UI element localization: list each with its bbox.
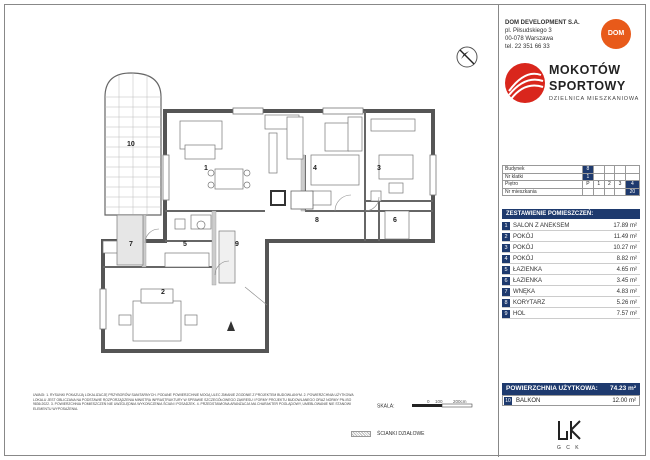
apartment-info-table [502, 165, 640, 196]
total-area-value: 74.23 m² [609, 385, 636, 392]
balcony-area: 12.00 m² [612, 398, 636, 404]
room-row [502, 265, 640, 275]
info-label-floor: Piętro [503, 181, 583, 189]
room-label-8: 8 [315, 217, 319, 224]
room-row [502, 232, 640, 242]
scale-tick-100: 100 [435, 399, 443, 404]
room-area: 11.49 m² [613, 234, 637, 240]
room-label-2: 2 [161, 289, 165, 296]
info-label-staircase: Nr klatki [503, 173, 583, 181]
room-label-9: 9 [235, 241, 239, 248]
floor-option-1: 1 [593, 181, 604, 189]
room-label-5: 5 [183, 241, 187, 248]
room-name: ŁAZIENKA [513, 278, 543, 284]
room-row [502, 254, 640, 264]
room-name: POKÓJ [513, 245, 534, 251]
room-row [502, 309, 640, 319]
room-name: ŁAZIENKA [513, 267, 543, 273]
scale-tick-200: 200cm [453, 399, 467, 404]
floor-plan [5, 5, 498, 457]
brand-logo [501, 59, 646, 111]
room-row [502, 221, 640, 231]
room-row [502, 287, 640, 297]
room-num: 4 [502, 255, 510, 263]
entrance-arrow-icon [227, 321, 235, 331]
room-name: WNĘKA [513, 289, 536, 295]
total-area-bar [502, 383, 640, 395]
room-row [502, 276, 640, 286]
room-label-10: 10 [127, 141, 135, 148]
plan-sheet [4, 4, 646, 456]
room-area: 8.82 m² [616, 256, 637, 262]
info-value-apartment: 20 [625, 188, 639, 196]
rooms-header: ZESTAWIENIE POMIESZCZEŃ: [502, 209, 640, 219]
info-value-building: 8 [582, 166, 593, 174]
room-row [502, 298, 640, 308]
floor-option-p: P [582, 181, 593, 189]
room-name: POKÓJ [513, 256, 534, 262]
room-num: 9 [502, 310, 510, 318]
room-num: 1 [502, 222, 510, 230]
room-label-3: 3 [377, 165, 381, 172]
room-area: 17.89 m² [613, 223, 637, 229]
brand-line1: MOKOTÓW [549, 63, 621, 77]
room-area: 10.27 m² [613, 245, 637, 251]
room-label-4: 4 [313, 165, 317, 172]
room-area: 3.45 m² [616, 278, 637, 284]
developer-city: 00-078 Warszawa [505, 36, 554, 42]
notes-text: UWAGI: 1. RYSUNKI POKAZUJĄ LOKALIZACJĘ PRZYBORÓW SANITARNYCH. PODANE POWIERZCHNIE MOGĄ ULEC ZMIANIE ZGODNIE Z PROJEKTEM BUDOWLANYM. 2. POWIERZCHNIA UŻYTKOWA LOKALU JEST OBLICZANA NA PODSTAWIE ROZPORZĄDZENIA MINISTRA INFRASTRUKTURY W SPRAWIE SZCZEGÓŁOWEGO ZAKRESU I FORMY PROJEKTU BUDOWLANEGO ORAZ NORMY PN-ISO 9836:2022. 3. POWIERZCHNIA POMIESZCZEŃ NIE UWZGLĘDNIA WYKOŃCZENIA ŚCIAN I POSADZEK. 4. PRZEDSTAWIONA ARANŻACJA MA CHARAKTER POGLĄDOWY, UMEBLOWANIE NIE STANOWI ELEMENTU WYPOSAŻENIA. [33, 393, 354, 411]
room-area: 4.83 m² [616, 289, 637, 295]
room-row [502, 243, 640, 253]
balcony-num: 10 [505, 398, 511, 404]
floor-option-3: 3 [615, 181, 626, 189]
legend-label: ŚCIANKI DZIAŁOWE [377, 431, 425, 437]
room-num: 3 [502, 244, 510, 252]
balcony-name: BALKON [516, 398, 541, 404]
room-name: HOL [513, 311, 526, 317]
dom-logo: DOM [601, 19, 631, 49]
developer-info [505, 19, 580, 51]
developer-name: DOM DEVELOPMENT S.A. [505, 20, 580, 26]
room-area: 5.26 m² [616, 300, 637, 306]
info-value-staircase: 1 [582, 173, 593, 181]
room-area: 7.57 m² [616, 311, 637, 317]
info-label-building: Budynek [503, 166, 583, 174]
developer-phone: tel. 22 351 66 33 [505, 44, 550, 50]
developer-street: pl. Piłsudskiego 3 [505, 28, 552, 34]
room-num: 7 [502, 288, 510, 296]
room-name: KORYTARZ [513, 300, 546, 306]
room-label-1: 1 [204, 165, 208, 172]
info-label-apartment: Nr mieszkania [503, 188, 583, 196]
total-area-label: POWIERZCHNIA UŻYTKOWA: [506, 385, 598, 392]
room-area: 4.65 m² [616, 267, 637, 273]
compass-icon [457, 47, 477, 67]
room-num: 2 [502, 233, 510, 241]
room-num: 6 [502, 277, 510, 285]
brand-line2: SPORTOWY [549, 79, 626, 93]
room-name: POKÓJ [513, 234, 534, 240]
floor-option-2: 2 [604, 181, 615, 189]
room-num: 5 [502, 266, 510, 274]
floor-option-4: 4 [625, 181, 639, 189]
scale-tick-0: 0 [427, 399, 430, 404]
scale-bar [377, 401, 486, 411]
balcony-row [502, 395, 640, 406]
brand-line3: DZIELNICA MIESZKANIOWA [549, 96, 640, 102]
legend-swatch [351, 431, 371, 437]
room-num: 8 [502, 299, 510, 307]
room-name: SALON Z ANEKSEM [513, 223, 570, 229]
entrance-mat [291, 191, 313, 209]
scale-label: SKALA: [377, 403, 395, 410]
info-panel [498, 5, 647, 457]
gck-text: G C K [557, 445, 581, 451]
brand-logo-icon [503, 61, 547, 105]
room-label-6: 6 [393, 217, 397, 224]
room-label-7: 7 [129, 241, 133, 248]
